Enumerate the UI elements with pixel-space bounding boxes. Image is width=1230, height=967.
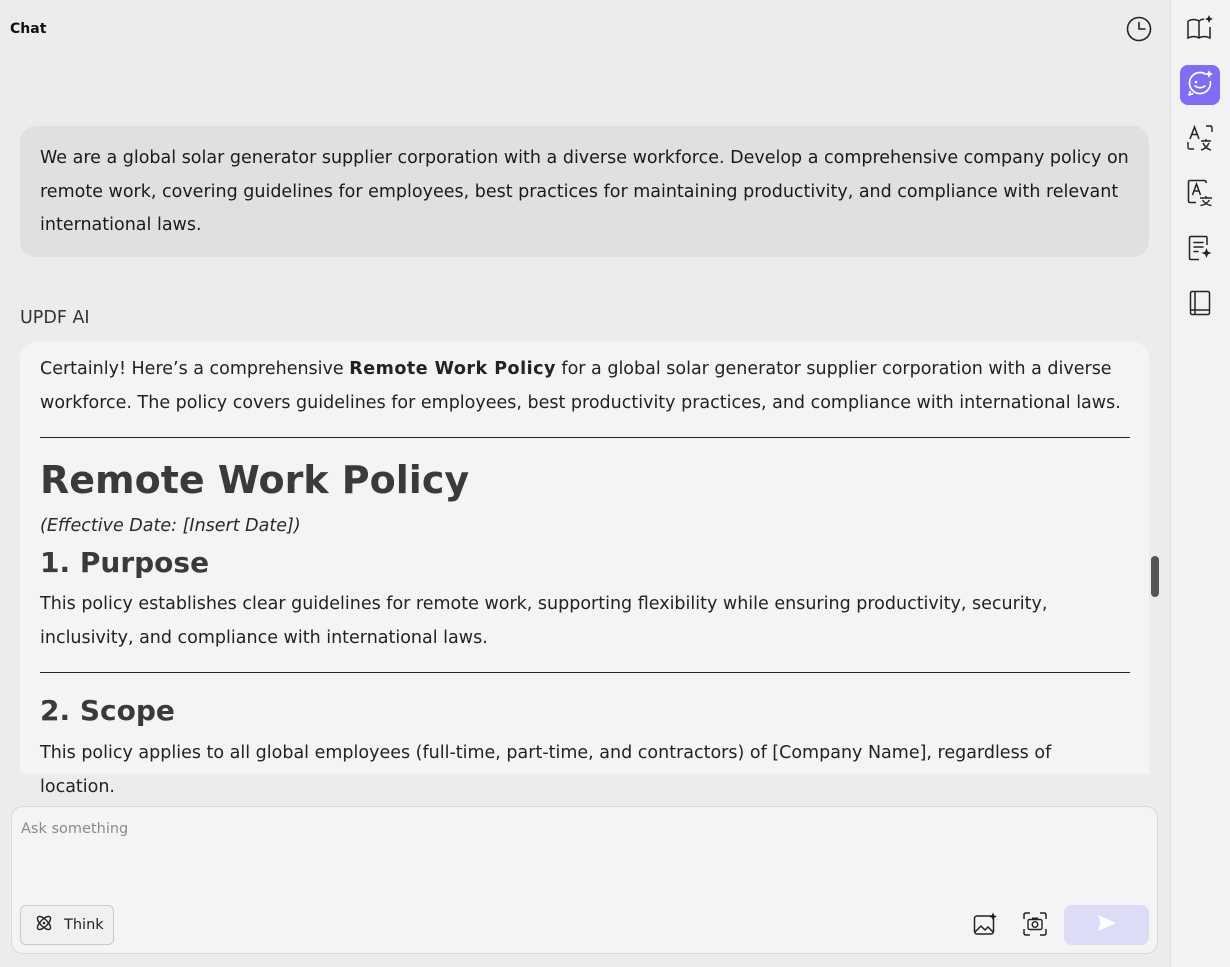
policy-title: Remote Work Policy xyxy=(40,458,470,502)
history-button[interactable] xyxy=(1122,14,1156,48)
effective-date: (Effective Date: [Insert Date]) xyxy=(40,516,301,536)
response-intro xyxy=(40,352,1130,420)
summarize-icon xyxy=(1186,234,1214,266)
section-text-scope: This policy applies to all global employees (full-time, part-time, and contractors) of [Company Name], regardless of location. xyxy=(40,743,1052,797)
right-tool-rail xyxy=(1170,0,1230,967)
book-sparkle-icon xyxy=(1185,14,1215,46)
send-button[interactable] xyxy=(1064,905,1149,945)
send-icon xyxy=(1097,914,1117,936)
user-message: We are a global solar generator supplier corporation with a diverse workforce. Develop a comprehensive company policy on remote work, covering guidelines for employees, best practices for maintaining productivity, and compliance with relevant international laws. xyxy=(20,126,1149,257)
image-sparkle-icon xyxy=(972,911,998,941)
notebook-icon xyxy=(1186,289,1214,321)
rail-button-translate[interactable] xyxy=(1180,120,1220,160)
think-button[interactable] xyxy=(20,905,114,945)
clock-icon xyxy=(1126,16,1152,46)
translate-box-icon xyxy=(1186,179,1214,211)
intro-text-end: for a global solar generator supplier corporation with a diverse workforce. The policy covers guidelines for employees, best productivity practices, and compliance with international laws. xyxy=(40,359,1121,413)
section-text-purpose: This policy establishes clear guidelines for remote work, supporting flexibility while ensuring productivity, security, inclusivity, and compliance with international laws. xyxy=(40,594,1048,648)
assistant-name: UPDF AI xyxy=(20,308,90,328)
atom-icon xyxy=(34,913,54,937)
rail-button-chat-ai[interactable] xyxy=(1180,65,1220,105)
rail-button-book-ai[interactable] xyxy=(1180,10,1220,50)
message-composer xyxy=(11,806,1158,954)
image-upload-button[interactable] xyxy=(970,911,1000,941)
translate-icon xyxy=(1186,124,1214,156)
rail-button-translate-document[interactable] xyxy=(1180,175,1220,215)
section-heading-scope: 2. Scope xyxy=(40,694,175,727)
camera-capture-icon xyxy=(1022,911,1048,941)
page-title: Chat xyxy=(10,21,47,37)
ask-input[interactable] xyxy=(21,817,921,841)
section-heading-purpose: 1. Purpose xyxy=(40,546,210,579)
divider xyxy=(40,672,1130,673)
rail-button-notebook[interactable] xyxy=(1180,285,1220,325)
think-label: Think xyxy=(64,917,104,933)
rail-button-summarize[interactable] xyxy=(1180,230,1220,270)
scrollbar-thumb[interactable] xyxy=(1151,556,1159,597)
intro-bold-text: Remote Work Policy xyxy=(349,359,556,379)
chat-ai-icon xyxy=(1186,69,1214,101)
assistant-response xyxy=(20,342,1149,797)
screenshot-button[interactable] xyxy=(1020,911,1050,941)
intro-text-start: Certainly! Here’s a comprehensive xyxy=(40,359,350,379)
divider xyxy=(40,437,1130,438)
